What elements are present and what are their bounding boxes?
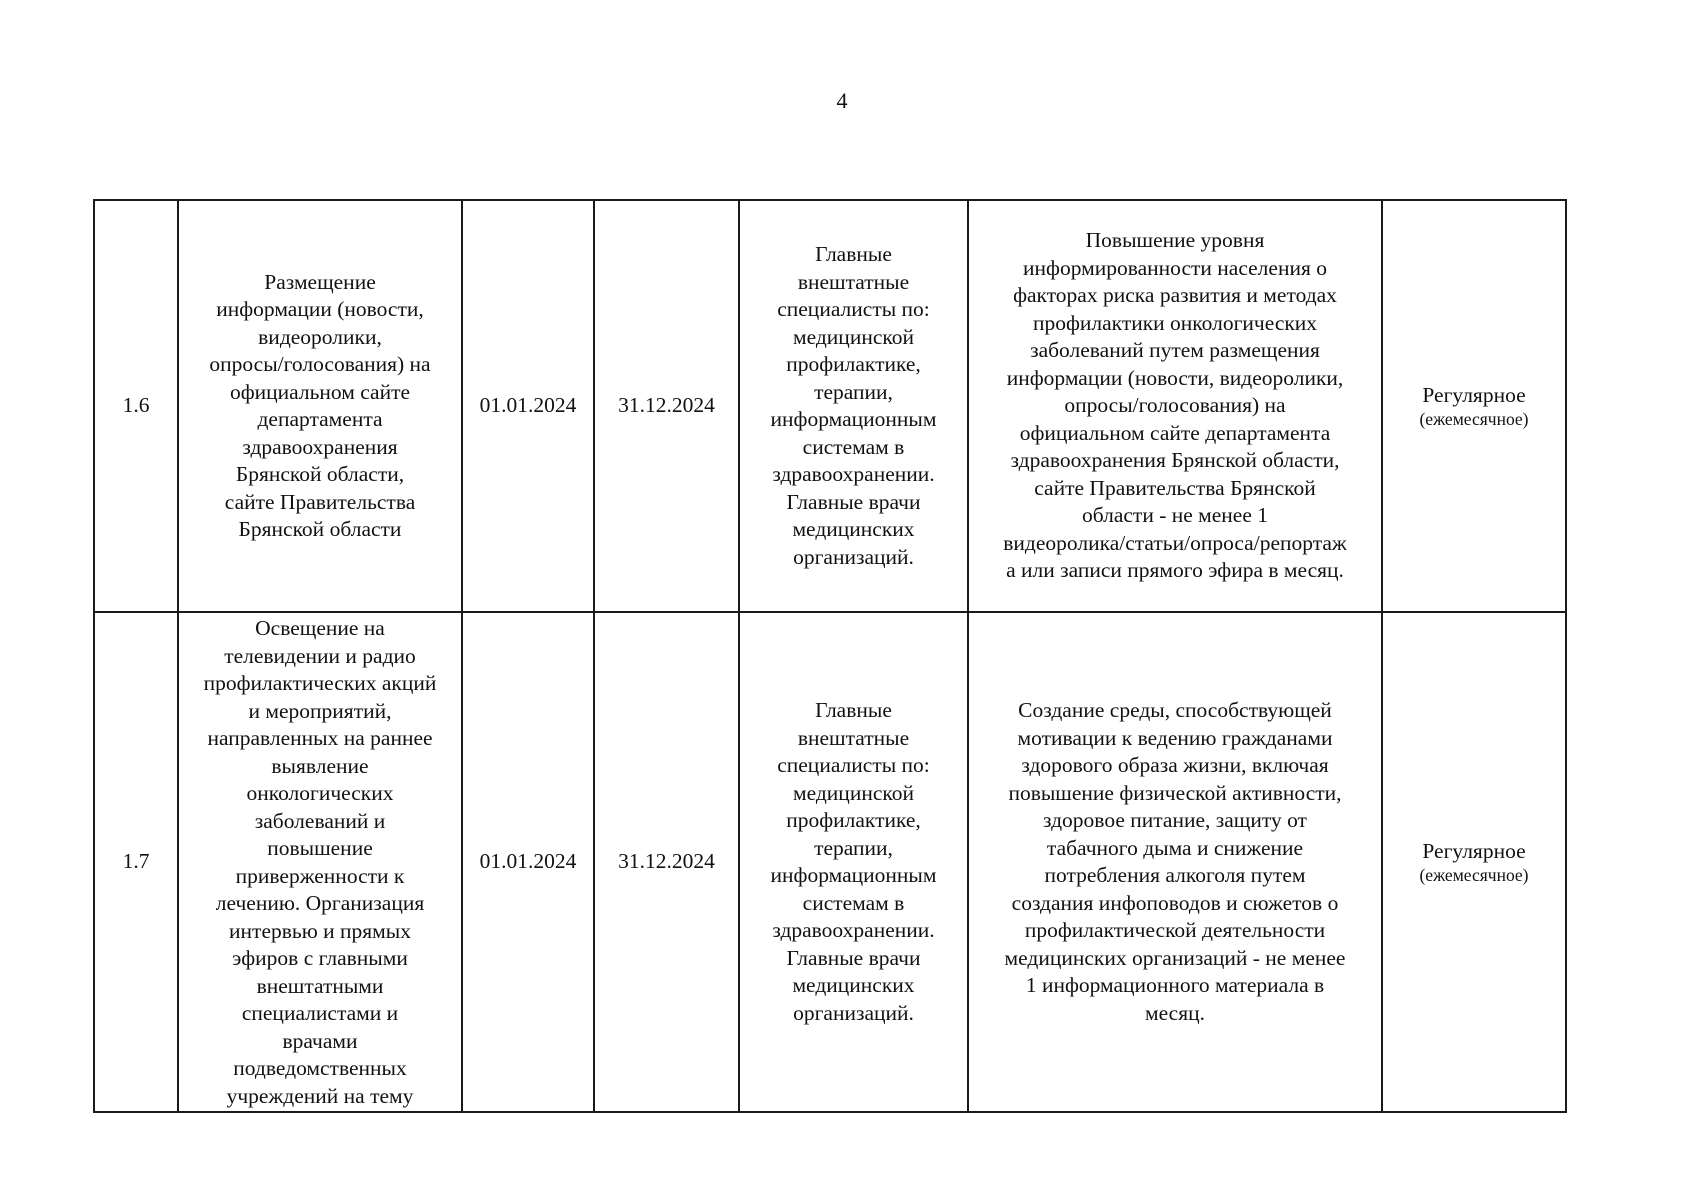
table-row <box>94 612 1566 1112</box>
responsible-persons: Главные внештатные специалисты по: медицинской профилактике, терапии, информационным системам в здравоохранении. Главные врачи медицинских организаций. <box>739 200 968 612</box>
activity-description: Освещение на телевидении и радио профилактических акций и мероприятий, направленных на раннее выявление онкологических заболеваний и повышение приверженности к лечению. Организация интервью и прямых эфиров с главными внештатными специалистами и врачами подведомственных учреждений на тему <box>178 612 462 1112</box>
end-date: 31.12.2024 <box>594 612 739 1112</box>
row-number: 1.6 <box>94 200 178 612</box>
frequency-note: (ежемесячное) <box>1419 865 1529 885</box>
start-date: 01.01.2024 <box>462 612 594 1112</box>
frequency-cell <box>1382 200 1566 612</box>
start-date: 01.01.2024 <box>462 200 594 612</box>
end-date: 31.12.2024 <box>594 200 739 612</box>
page-number: 4 <box>836 88 848 113</box>
expected-result: Повышение уровня информированности населения о факторах риска развития и методах профилактики онкологических заболеваний путем размещения информации (новости, видеоролики, опросы/голосования) на официальном сайте департамента здравоохранения Брянской области, сайте Правительства Брянской области - не менее 1 видеоролика/статьи/опроса/репортаж а или записи прямого эфира в месяц. <box>968 200 1382 612</box>
frequency: Регулярное <box>1422 839 1526 863</box>
row-number: 1.7 <box>94 612 178 1112</box>
frequency-cell <box>1382 612 1566 1112</box>
table-row <box>94 200 1566 612</box>
frequency: Регулярное <box>1422 383 1526 407</box>
activity-description: Размещение информации (новости, видеоролики, опросы/голосования) на официальном сайте департамента здравоохранения Брянской области, сайте Правительства Брянской области <box>178 200 462 612</box>
activities-table <box>93 199 1567 1113</box>
frequency-note: (ежемесячное) <box>1419 409 1529 429</box>
expected-result: Создание среды, способствующей мотивации к ведению гражданами здорового образа жизни, включая повышение физической активности, здоровое питание, защиту от табачного дыма и снижение потребления алкоголя путем создания инфоповодов и сюжетов о профилактической деятельности медицинских организаций - не менее 1 информационного материала в месяц. <box>968 612 1382 1112</box>
responsible-persons: Главные внештатные специалисты по: медицинской профилактике, терапии, информационным системам в здравоохранении. Главные врачи медицинских организаций. <box>739 612 968 1112</box>
